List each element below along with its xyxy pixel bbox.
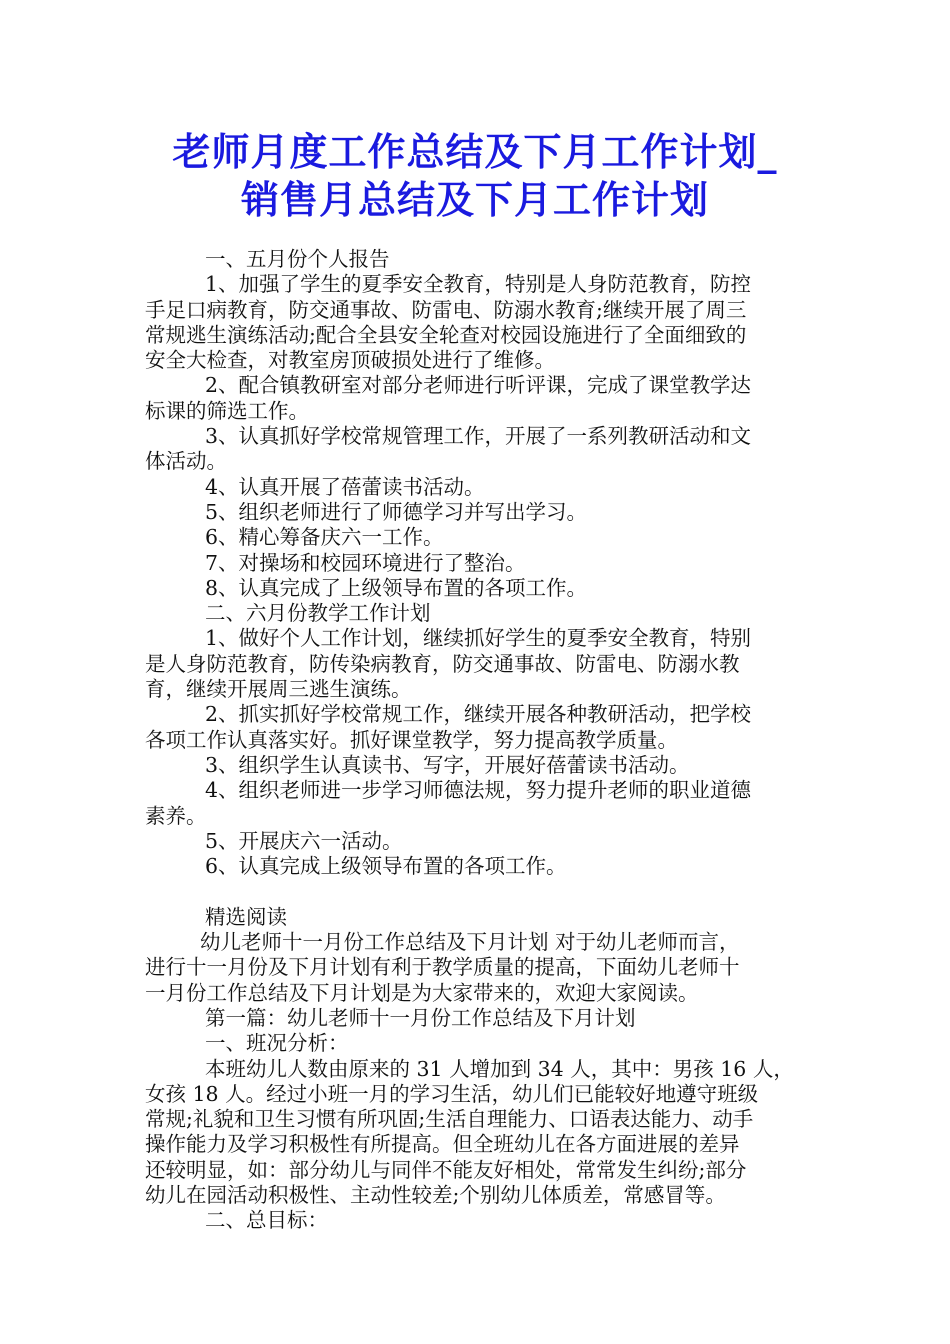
paragraph-line: 进行十一月份及下月计划有利于教学质量的提高，下面幼儿老师十 [145, 955, 740, 980]
paragraph-line: 3、组织学生认真读书、写字，开展好蓓蕾读书活动。 [205, 752, 690, 777]
section-heading-class-analysis: 一、班况分析： [205, 1031, 349, 1056]
paragraph-line: 1、做好个人工作计划，继续抓好学生的夏季安全教育，特别 [205, 626, 752, 651]
paragraph-line: 6、认真完成上级领导布置的各项工作。 [205, 854, 567, 879]
paragraph-line: 还较明显，如：部分幼儿与同伴不能友好相处，常常发生纠纷;部分 [145, 1157, 747, 1182]
paragraph-line: 5、组织老师进行了师德学习并写出学习。 [205, 499, 588, 524]
paragraph-line: 女孩 18 人。经过小班一月的学习生活，幼儿们已能较好地遵守班级 [145, 1081, 759, 1106]
title-line-1: 老师月度工作总结及下月工作计划_ [172, 130, 778, 174]
section-heading-selected-reading: 精选阅读 [205, 904, 287, 929]
paragraph-line: 7、对操场和校园环境进行了整治。 [205, 550, 526, 575]
paragraph-line: 2、配合镇教研室对部分老师进行听评课，完成了课堂教学达 [205, 373, 752, 398]
paragraph-line: 各项工作认真落实好。抓好课堂教学，努力提高教学质量。 [145, 727, 678, 752]
paragraph-line: 8、认真完成了上级领导布置的各项工作。 [205, 575, 588, 600]
paragraph-line: 6、精心筹备庆六一工作。 [205, 525, 444, 550]
paragraph-line: 一月份工作总结及下月计划是为大家带来的，欢迎大家阅读。 [145, 980, 699, 1005]
section-heading-overall-goals: 二、总目标： [205, 1208, 328, 1233]
paragraph-line: 是人身防范教育，防传染病教育，防交通事故、防雷电、防溺水教 [145, 651, 740, 676]
section-heading-part-one: 第一篇：幼儿老师十一月份工作总结及下月计划 [205, 1005, 636, 1030]
paragraph-line: 2、抓实抓好学校常规工作，继续开展各种教研活动，把学校 [205, 702, 752, 727]
title-line-2: 销售月总结及下月工作计划 [240, 178, 709, 222]
paragraph-line: 素养。 [145, 803, 207, 828]
paragraph-line: 幼儿老师十一月份工作总结及下月计划 对于幼儿老师而言， [200, 930, 740, 955]
paragraph-line: 本班幼儿人数由原来的 31 人增加到 34 人，其中：男孩 16 人， [205, 1056, 794, 1081]
paragraph-line: 安全大检查，对教室房顶破损处进行了维修。 [145, 348, 555, 373]
paragraph-line: 3、认真抓好学校常规管理工作，开展了一系列教研活动和文 [205, 424, 752, 449]
paragraph-line: 4、组织老师进一步学习师德法规，努力提升老师的职业道德 [205, 778, 752, 803]
document-body [145, 247, 810, 1234]
paragraph-line: 育，继续开展周三逃生演练。 [145, 677, 412, 702]
blank-line [145, 879, 810, 904]
paragraph-line: 5、开展庆六一活动。 [205, 828, 403, 853]
paragraph-line: 手足口病教育，防交通事故、防雷电、防溺水教育;继续开展了周三 [145, 297, 747, 322]
paragraph-line: 4、认真开展了蓓蕾读书活动。 [205, 474, 485, 499]
paragraph-line: 1、加强了学生的夏季安全教育，特别是人身防范教育，防控 [205, 272, 752, 297]
paragraph-line: 常规逃生演练活动;配合全县安全轮查对校园设施进行了全面细致的 [145, 322, 747, 347]
paragraph-line: 幼儿在园活动积极性、主动性较差;个别幼儿体质差，常感冒等。 [145, 1182, 726, 1207]
section-heading-june-plan: 二、六月份教学工作计划 [205, 601, 431, 626]
paragraph-line: 常规;礼貌和卫生习惯有所巩固;生活自理能力、口语表达能力、动手 [145, 1107, 754, 1132]
paragraph-line: 体活动。 [145, 449, 227, 474]
paragraph-line: 标课的筛选工作。 [145, 398, 309, 423]
paragraph-line: 操作能力及学习积极性有所提高。但全班幼儿在各方面进展的差异 [145, 1132, 740, 1157]
document-title [140, 128, 810, 224]
section-heading-may-report: 一、五月份个人报告 [205, 247, 390, 271]
